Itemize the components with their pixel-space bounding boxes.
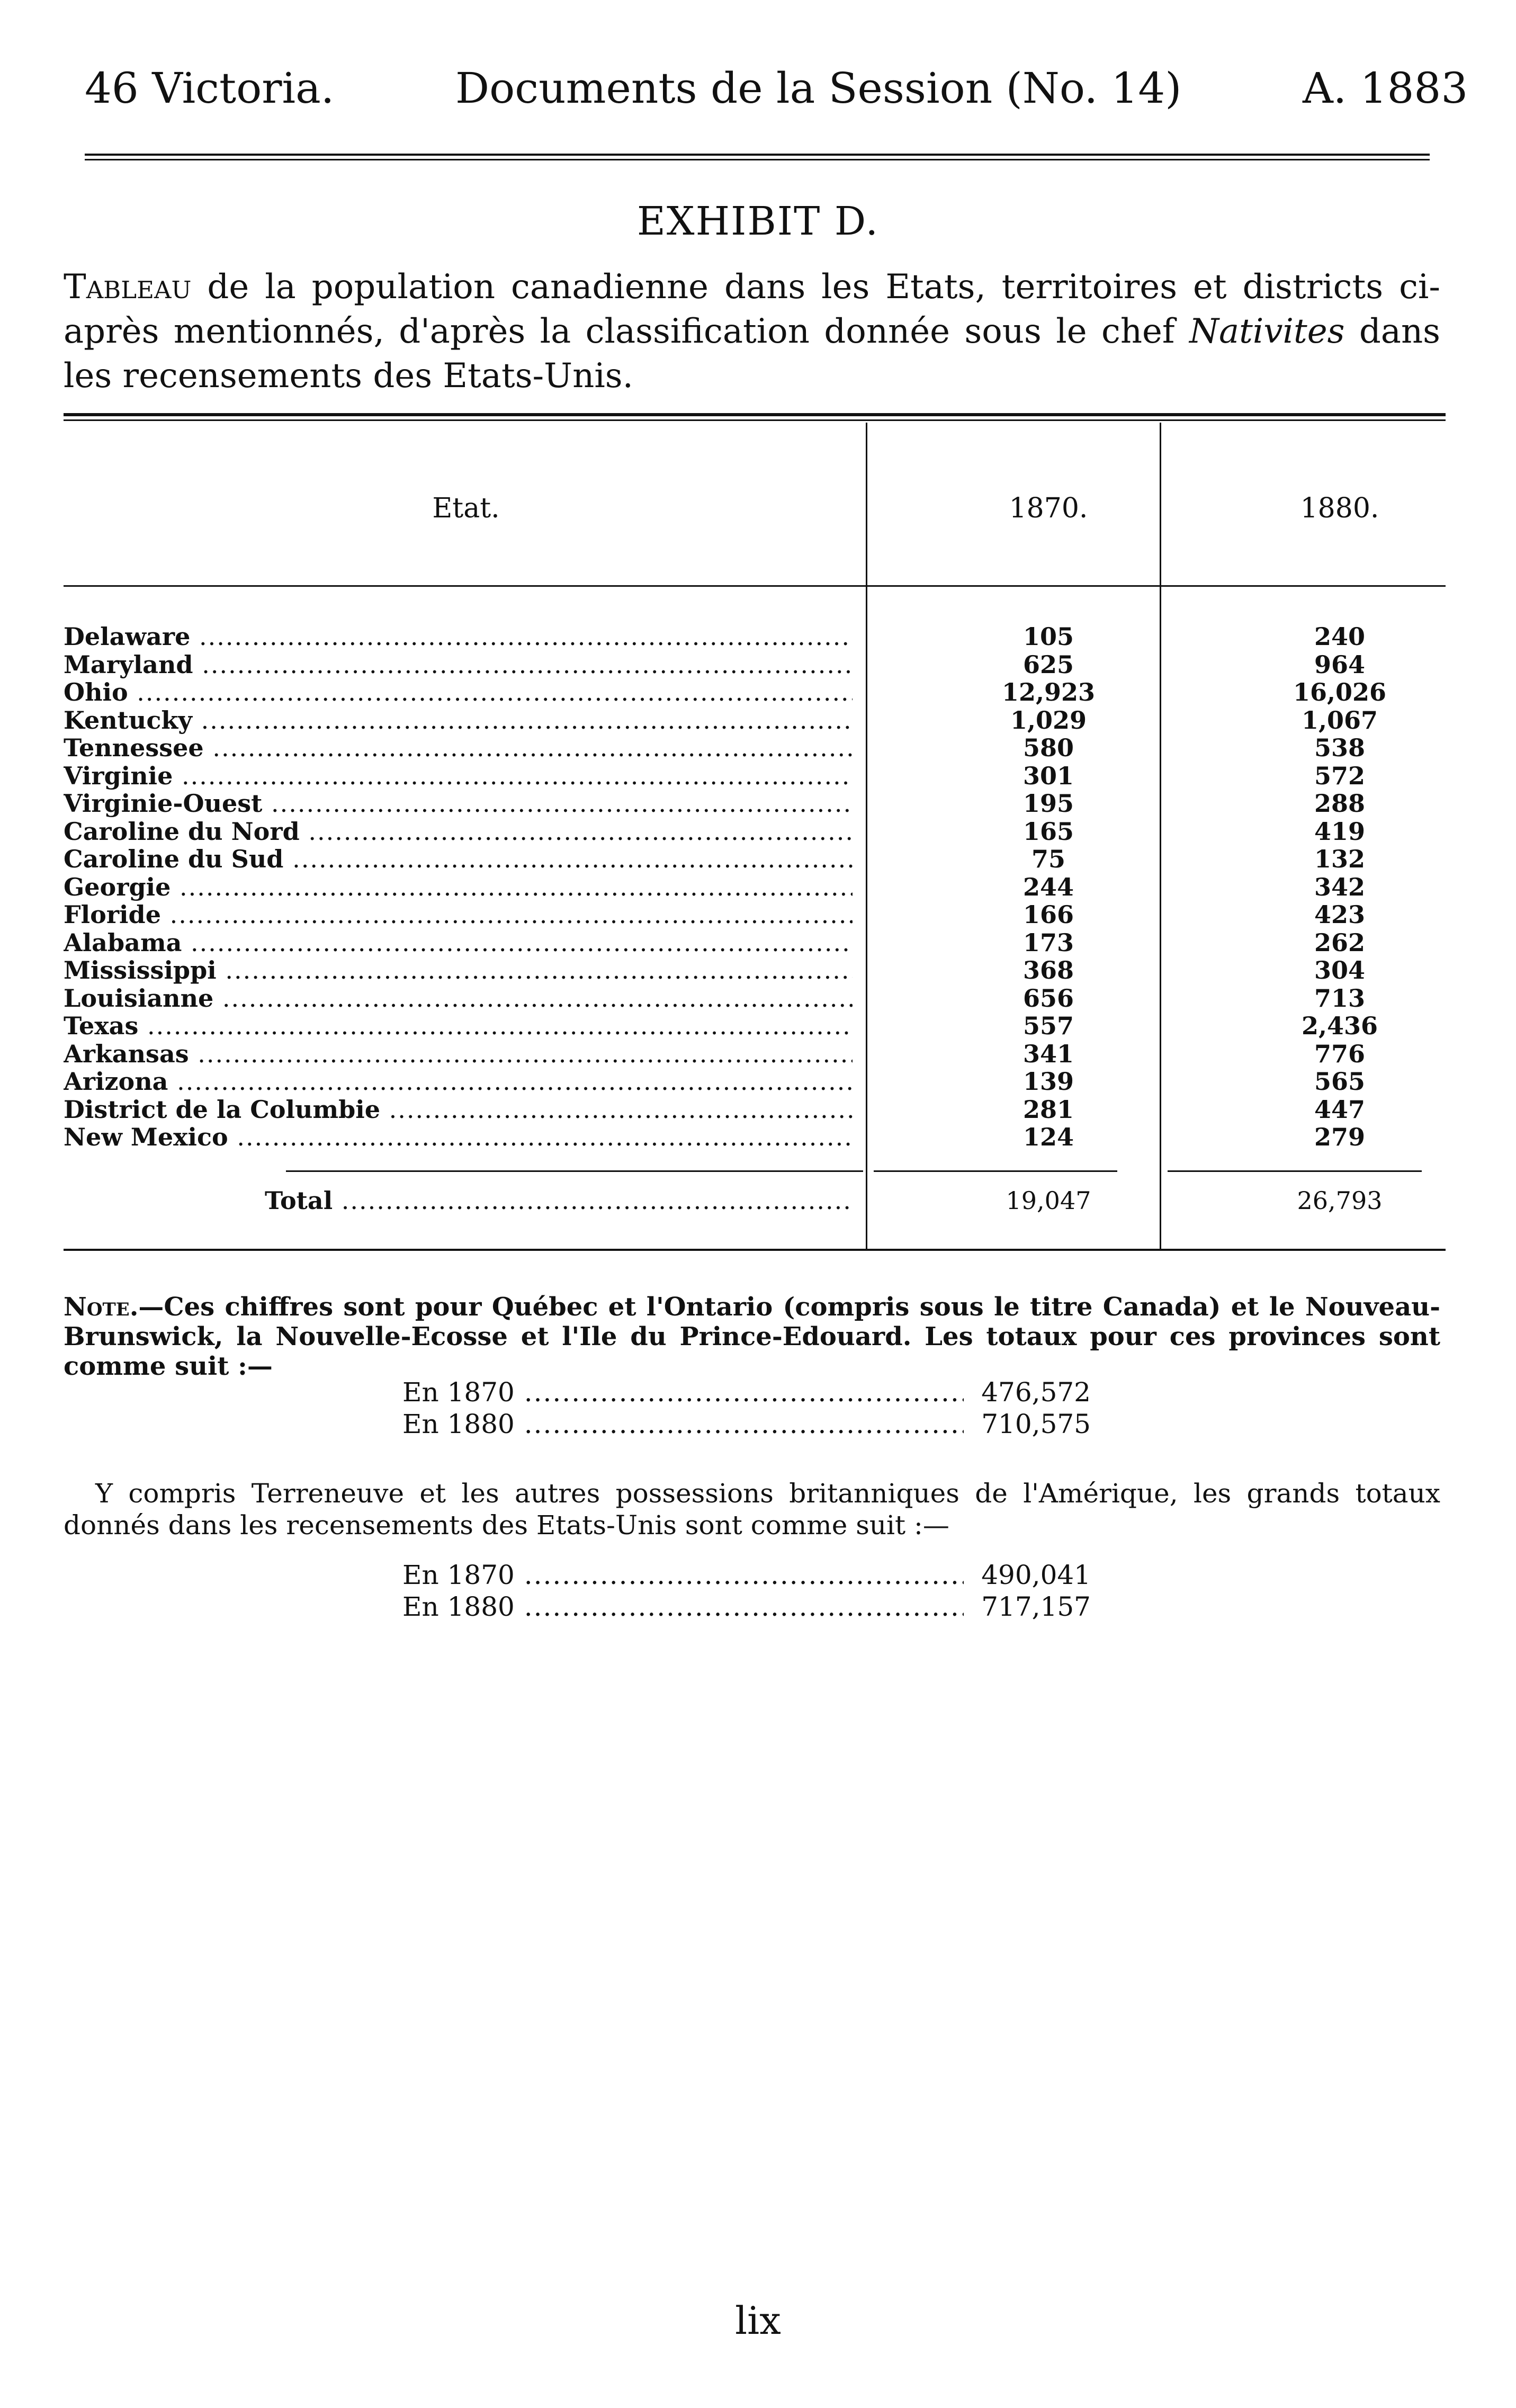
value-1870: 557 <box>1022 1011 1074 1040</box>
note-line-label: En 1880 ..... <box>402 1409 964 1439</box>
page-number: lix <box>735 2298 781 2343</box>
caption-text-after: dans les recensements des Etats-Unis. <box>64 312 1441 396</box>
total-1880: 26,793 <box>1297 1186 1383 1215</box>
state-name: Georgie ..... <box>64 873 853 901</box>
table-row-total <box>64 1186 1446 1214</box>
value-1870: 580 <box>1022 733 1074 762</box>
note-line-label: En 1870 ..... <box>402 1377 964 1408</box>
table-caption <box>64 265 1440 398</box>
note-text: —Ces chiffres sont pour Québec et l'Ontario (compris sous le titre Canada) et le Nouveau-Brunswick, la Nouvelle-Ecosse et l'Ile du Prince-Edouard. Les totaux pour ces provinces sont comme suit :— <box>64 1292 1440 1381</box>
caption-text-before: de la population canadienne dans les Etats, territoires et districts ci-après mentionnés, d'après la classification donnée sous le chef <box>64 267 1440 351</box>
state-name: Maryland ..... <box>64 650 853 679</box>
state-name: Virginie ..... <box>64 762 853 790</box>
value-1870: 281 <box>1022 1095 1074 1124</box>
value-1870: 625 <box>1022 650 1074 679</box>
value-1880: 776 <box>1314 1039 1366 1068</box>
total-rule-right <box>1168 1170 1422 1172</box>
value-1870: 75 <box>1031 845 1065 873</box>
total-label: Total ..... <box>265 1186 853 1215</box>
grand-totals-text: Y compris Terreneuve et les autres possessions britanniques de l'Amérique, les grands totaux donnés dans les recensements des Etats-Unis sont comme suit :— <box>64 1478 1440 1541</box>
header-center: Documents de la Session (No. 14) <box>455 64 1182 113</box>
state-name: Floride ..... <box>64 900 853 929</box>
caption-italic: Nativites <box>1189 312 1345 351</box>
state-name: Tennessee ..... <box>64 733 853 762</box>
note-line-value: 710,575 <box>981 1409 1091 1439</box>
state-name: Ohio ..... <box>64 678 853 706</box>
state-name: Arizona ..... <box>64 1067 853 1096</box>
running-head <box>0 64 1516 117</box>
header-1870: 1870. <box>1009 493 1088 524</box>
value-1880: 262 <box>1314 928 1366 957</box>
exhibit-title: EXHIBIT D. <box>636 199 880 244</box>
grand-line-value: 717,157 <box>981 1591 1091 1622</box>
table-row <box>64 1040 1446 1067</box>
header-right: A. 1883 <box>1303 64 1468 113</box>
table-row <box>64 789 1446 817</box>
value-1870: 656 <box>1022 983 1074 1013</box>
value-1870: 1,029 <box>1010 705 1087 735</box>
total-rule-mid <box>874 1170 1117 1172</box>
state-name: District de la Columbie ..... <box>64 1095 853 1124</box>
table-row <box>64 1095 1446 1123</box>
grand-line-1880 <box>402 1591 1101 1623</box>
value-1880: 713 <box>1314 983 1366 1013</box>
state-name: Kentucky ..... <box>64 706 853 735</box>
table-rule-top-thin <box>64 419 1446 421</box>
note-lead: Note. <box>64 1292 139 1322</box>
table-row <box>64 733 1446 761</box>
value-1870: 124 <box>1022 1123 1074 1151</box>
value-1870: 173 <box>1022 928 1074 957</box>
state-name: Mississippi ..... <box>64 956 853 984</box>
value-1870: 139 <box>1022 1067 1074 1096</box>
note-line-1870 <box>402 1377 1101 1409</box>
table-row <box>64 984 1446 1011</box>
table-row <box>64 1011 1446 1039</box>
table-row <box>64 817 1446 845</box>
value-1870: 195 <box>1022 789 1074 818</box>
total-1870: 19,047 <box>1006 1186 1091 1215</box>
table-row <box>64 622 1446 650</box>
table-row <box>64 762 1446 789</box>
grand-line-label: En 1870 ..... <box>402 1560 964 1590</box>
value-1870: 368 <box>1022 956 1074 984</box>
value-1870: 301 <box>1022 761 1074 790</box>
table-row <box>64 678 1446 705</box>
table-row <box>64 1123 1446 1150</box>
table-row <box>64 873 1446 900</box>
table-rule-top <box>64 413 1446 416</box>
grand-line-value: 490,041 <box>981 1560 1091 1590</box>
table-row <box>64 928 1446 956</box>
value-1880: 572 <box>1314 761 1366 790</box>
value-1880: 279 <box>1314 1123 1366 1151</box>
state-name: Delaware ..... <box>64 622 853 651</box>
state-name: Caroline du Sud ..... <box>64 845 853 873</box>
value-1880: 2,436 <box>1301 1011 1378 1040</box>
value-1880: 447 <box>1314 1095 1366 1124</box>
header-rule-bottom <box>85 159 1430 160</box>
state-name: New Mexico ..... <box>64 1123 853 1151</box>
population-table <box>64 413 1446 1260</box>
state-name: Alabama ..... <box>64 928 853 957</box>
value-1880: 132 <box>1314 845 1366 873</box>
state-name: Virginie-Ouest ..... <box>64 789 853 818</box>
value-1880: 288 <box>1314 789 1366 818</box>
header-rule <box>64 585 1446 587</box>
header-rule-top <box>85 154 1430 156</box>
grand-line-1870 <box>402 1560 1101 1591</box>
value-1870: 166 <box>1022 900 1074 929</box>
state-name: Louisianne ..... <box>64 984 853 1013</box>
value-1870: 105 <box>1022 622 1074 651</box>
total-rule-left <box>286 1170 863 1172</box>
value-1880: 16,026 <box>1293 678 1387 706</box>
value-1870: 244 <box>1022 872 1074 901</box>
state-name: Caroline du Nord ..... <box>64 817 853 846</box>
table-row <box>64 845 1446 872</box>
header-1880: 1880. <box>1300 493 1379 524</box>
note-line-value: 476,572 <box>981 1377 1091 1408</box>
value-1870: 12,923 <box>1001 678 1096 706</box>
value-1880: 538 <box>1314 733 1366 762</box>
value-1880: 423 <box>1314 900 1366 929</box>
value-1880: 240 <box>1314 622 1366 651</box>
note-line-1880 <box>402 1409 1101 1440</box>
value-1870: 341 <box>1022 1039 1074 1068</box>
value-1880: 304 <box>1314 956 1366 984</box>
value-1880: 342 <box>1314 872 1366 901</box>
table-rule-bottom <box>64 1249 1446 1251</box>
grand-totals-paragraph <box>64 1478 1440 1541</box>
state-name: Texas ..... <box>64 1011 853 1040</box>
grand-line-label: En 1880 ..... <box>402 1591 964 1622</box>
value-1870: 165 <box>1022 817 1074 846</box>
value-1880: 565 <box>1314 1067 1366 1096</box>
value-1880: 1,067 <box>1301 705 1378 735</box>
header-state: Etat. <box>432 493 500 524</box>
caption-lead: Tableau <box>64 267 192 307</box>
table-row <box>64 1067 1446 1095</box>
table-row <box>64 956 1446 983</box>
table-row <box>64 900 1446 928</box>
note-paragraph <box>64 1292 1440 1381</box>
header-left: 46 Victoria. <box>85 64 335 113</box>
state-name: Arkansas ..... <box>64 1040 853 1068</box>
table-row <box>64 706 1446 733</box>
value-1880: 419 <box>1314 817 1366 846</box>
value-1880: 964 <box>1314 650 1366 679</box>
table-row <box>64 650 1446 678</box>
